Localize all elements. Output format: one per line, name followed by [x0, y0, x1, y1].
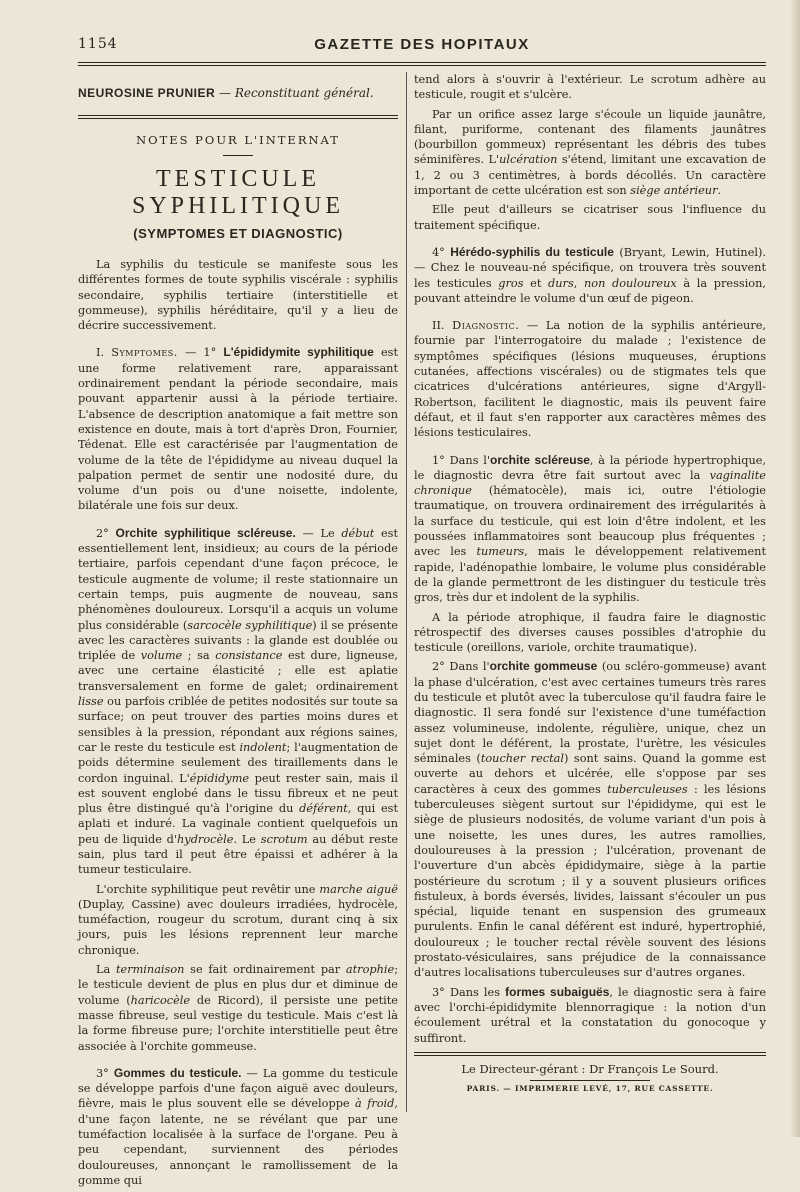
orchite-gommeuse-paragraph: 2° Dans l'orchite gommeuse (ou scléro-gommeuse) avant la phase d'ulcération, c'est avec certaines tumeurs très rares du testicule et plutôt avec la tuberculose qu'il faudra faire le diagnostic. Il sera fondé sur l'existence d'une tuméfaction assez volumineuse, indolente, régulière, unique, chez un sujet dont le déférent, la prostate, l'urètre, les vésicules séminales (toucher rectal) sont sains. Quand la gomme est ouverte au dehors et ulcérée, elle s'oppose par ses caractères à ceux des gommes tuberculeuses : les lésions tuberculeuses siègent surtout sur l'épididyme, qui est le siège de plusieurs nodosités, de volume variant d'un pois à une noisette, les unes dures, les autres ramollies, douloureuses à la pression ; l'ulcération, provenant de l'ouverture d'un abcès épididymaire, siège à la partie postérieure du scrotum ; il y a souvent plusieurs orifices fistuleux, à bords éversés, livides, laissant s'écouler un pus spécial, liquide tenant en suspension des grumeaux purulents. Enfin le canal déférent est induré, hypertrophié, douloureux ; le toucher rectal révèle souvent des lésions prostato-vésiculaires, sans préjudice de la connaissance d'autres localisations tuberculeuses sur d'autres organes. [414, 659, 766, 980]
page-number: 1154 [78, 36, 118, 52]
term-epididymite: L'épididymite syphilitique [223, 345, 374, 360]
orchite-sclereuse-diagnostic-paragraph: 1° Dans l'orchite scléreuse, à la période hypertrophique, le diagnostic devra être fait surtout avec la vaginalite chronique (hématocèle), mais ici, outre l'étiologie traumatique, on trouvera ordinairement des irrégularités à la surface du testicule, qui est loin d'être indolent, et les poussées inflammatoires sont beaucoup plus fréquentes ; avec les tumeurs, mais le développement relativement rapide, l'adénopathie lombaire, le volume plus considérable de la glande permettront de les distinguer du testicule très gros, très dur et indolent de la syphilis. [414, 452, 767, 605]
ad-tagline: Reconstituant général. [234, 86, 374, 100]
article-subtitle: (SYMPTOMES ET DIAGNOSTIC) [133, 226, 343, 241]
diagnostic-paragraph: II. Diagnostic. — La notion de la syphilis antérieure, fournie par l'interrogatoire du malade ; l'existence de symptômes spécifiques (lésions muqueuses, éruptions cutanées, affections viscérales) ou de stigmates tels que cicatrices d'ulcérations antérieures, signe d'Argyll-Robertson, facilitent le diagnostic, mais ils peuvent faire défaut, et il faut s'en rapporter aux caractères mêmes des lésions testiculaires. [414, 319, 767, 440]
formes-subaigues-paragraph: 3° Dans les formes subaiguës, le diagnostic sera à faire avec l'orchi-épididymite blennorragique : la notion d'un écoulement urétral et la constatation du gonocoque y suffiront. [414, 984, 766, 1045]
header-rule-2 [78, 65, 766, 66]
term-orchite-gommeuse: orchite gommeuse [489, 659, 598, 674]
symptoms-paragraph: I. Symptomes. — 1° L'épididymite syphilitique est une forme relativement rare, apparaissant ordinairement pendant la période secondaire, mais pouvant appartenir aussi à la période tertiaire. L'absence de description anatomique a fait mettre son existence en doute, mais à tort d'après Dron, Fournier, Tédenat. Elle est caractérisée par l'augmentation de volume de la tête de l'épididyme au niveau duquel la palpation permet de sentir une nodosité dure, du volume d'un pois ou d'une noisette, indolente, bilatérale une fois sur deux. [78, 345, 398, 513]
continuation-paragraph: tend alors à s'ouvrir à l'extérieur. Le scrotum adhère au testicule, rougit et s'ulcère. [414, 73, 766, 102]
section-short-rule [223, 155, 253, 156]
imprint-rule [530, 1080, 650, 1081]
intro-paragraph: La syphilis du testicule se manifeste sous les différentes formes de toute syphilis viscérale : syphilis secondaire, syphilis tertiaire (interstitielle et gommeuse), syphilis héréditaire, qu'il y a lieu de décrire successivement. [78, 258, 398, 333]
orchite-scléreuse-paragraph: 2° Orchite syphilitique scléreuse. — Le début est essentiellement lent, insidieux; au cours de la période tertiaire, parfois cependant d'une façon précoce, le testicule augmente de volume; il reste stationnaire un certain temps, puis augmente de nouveau, sans phénomènes douloureux. Lorsqu'il a acquis un volume plus considérable (sarcocèle syphilitique) il se présente avec les caractères suivants : la glande est doublée ou triplée de volume ; sa consistance est dure, ligneuse, avec une certaine élasticité ; elle est aplatie transversalement en forme de galet; ordinairement lisse ou parfois criblée de petites nodosités sur toute sa surface; on peut trouver des parties moins dures et sensibles à la pression, répondant aux régions saines, car le reste du testicule est indolent; l'augmentation de poids détermine seulement des tiraillements dans le cordon inguinal. L'épididyme peut rester sain, mais il est souvent englobé dans le tissu fibreux et ne peut plus être distingué qu'à l'origine du déférent, qui est aplati et induré. La vaginale contient quelquefois un peu de liquide d'hydrocèle. Le scrotum au début reste sain, plus tard il peut être épaissi et adhérer à la tumeur testiculaire. [78, 525, 399, 877]
marche-aigue-paragraph: L'orchite syphilitique peut revêtir une marche aiguë (Duplay, Cassine) avec douleurs irradiées, hydrocèle, tuméfaction, rougeur du scrotum, durant cinq à six jours, puis les lésions reprennent leur marche chronique. [78, 882, 398, 957]
section-label: NOTES POUR L'INTERNAT [136, 133, 340, 147]
cicatrisation-paragraph: Elle peut d'ailleurs se cicatriser sous l'influence du traitement spécifique. [414, 203, 766, 232]
advertisement [78, 86, 398, 101]
left-column [78, 72, 398, 1192]
journal-title: GAZETTE DES HOPITAUX [314, 36, 530, 53]
term-heredo-syphilis: Hérédo-syphilis du testicule [450, 244, 614, 259]
term-orchite-sclereuse: Orchite syphilitique scléreuse. [115, 525, 296, 540]
header-rule [78, 62, 766, 63]
terminaison-paragraph: La terminaison se fait ordinairement par atrophie; le testicule devient de plus en plus dur et diminue de volume (haricocèle de Ricord), il persiste une petite masse fibreuse, seul vestige du testicule. Mais c'est là la forme fibreuse pure; l'orchite interstitielle peut être associée à l'orchite gommeuse. [78, 963, 399, 1053]
term-gommes: Gommes du testicule. [113, 1065, 242, 1080]
ad-rule [78, 115, 398, 119]
article-title: TESTICULE SYPHILITIQUE [132, 166, 344, 219]
ad-dash: — [215, 86, 235, 100]
heredo-syphilis-paragraph: 4° Hérédo-syphilis du testicule (Bryant, Lewin, Hutinel). — Chez le nouveau-né spécifique, on trouvera très souvent les testicules gros et durs, non douloureux à la pression, pouvant atteindre le volume d'un œuf de pigeon. [414, 244, 766, 305]
page-edge [790, 0, 800, 1137]
term-formes-subaigues: formes subaiguës [505, 984, 610, 999]
gommes-paragraph: 3° Gommes du testicule. — La gomme du testicule se développe parfois d'une façon aiguë avec douleurs, fièvre, mais le plus souvent elle se développe à froid, d'une façon latente, ne se révélant que par une tuméfaction localisée à la surface de l'organe. Peu à peu cependant, surviennent des périodes douloureuses, annonçant le ramollissement de la gomme qui [78, 1065, 398, 1187]
diagnostic-label: Diagnostic. [452, 319, 520, 333]
ulceration-paragraph: Par un orifice assez large s'écoule un liquide jaunâtre, filant, puriforme, contenant des filaments jaunâtres (bourbillon gommeux) représentant les débris des tubes séminifères. L'ulcération s'étend, limitant une excavation de 1, 2 ou 3 centimètres, à bords décollés. Un caractère important de cette ulcération est son siège antérieur. [414, 107, 766, 198]
footer-rule [414, 1052, 766, 1056]
right-column [414, 72, 766, 1093]
column-divider [406, 72, 407, 1112]
term-orchite-sclereuse-diag: orchite scléreuse [490, 452, 590, 467]
footer-signature: Le Directeur-gérant : Dr François Le Sourd. [461, 1061, 719, 1076]
footer-imprint: PARIS. — IMPRIMERIE LEVÉ, 17, RUE CASSETTE. [466, 1083, 714, 1093]
symptoms-label: Symptomes. [111, 346, 178, 360]
ad-product-name: NEUROSINE PRUNIER [78, 86, 216, 100]
page-header [78, 36, 766, 60]
periode-atrophique-paragraph: A la période atrophique, il faudra faire le diagnostic rétrospectif des diverses causes possibles d'atrophie du testicule (oreillons, variole, orchite traumatique). [414, 610, 766, 655]
